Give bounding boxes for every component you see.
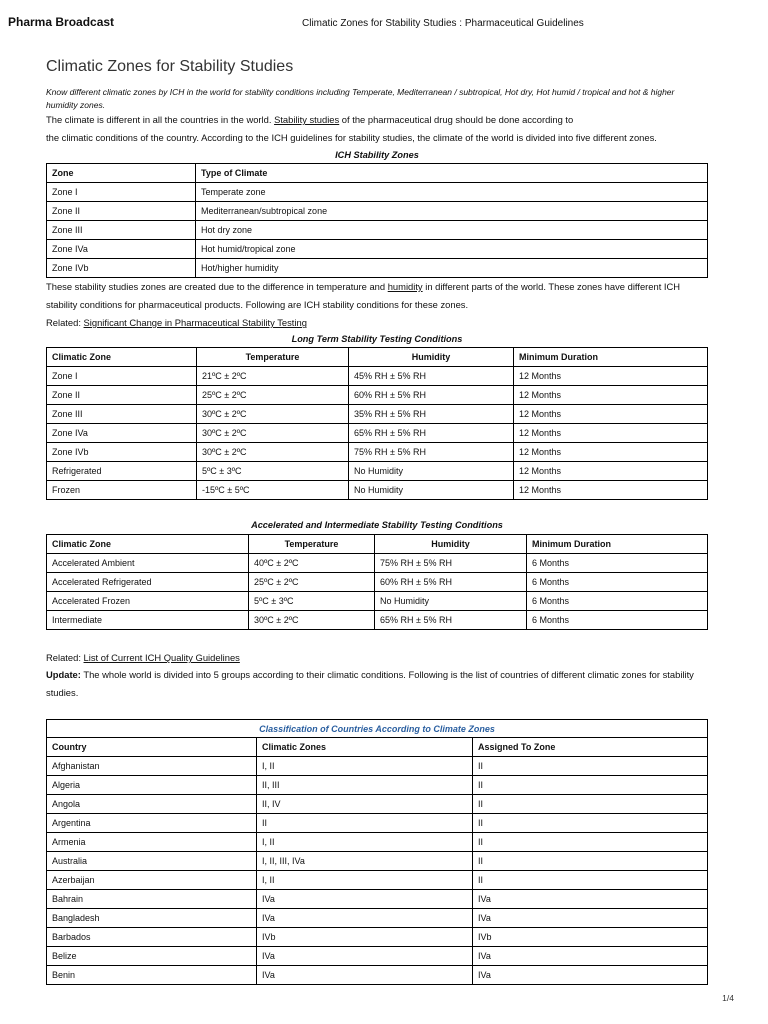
table-cell: Afghanistan: [47, 757, 257, 776]
table-row: [47, 966, 708, 985]
table-cell: 30ºC ± 2ºC: [197, 443, 349, 462]
humidity-link[interactable]: humidity: [387, 281, 423, 292]
table-cell: IVa: [473, 966, 708, 985]
significant-change-link[interactable]: Significant Change in Pharmaceutical Stability Testing: [83, 317, 307, 328]
table-cell: Belize: [47, 947, 257, 966]
table-cell: 12 Months: [514, 405, 708, 424]
table-cell: Zone IVa: [47, 424, 197, 443]
table-cell: No Humidity: [349, 481, 514, 500]
page-number: 1/4: [722, 993, 734, 1003]
table-cell: I, II, III, IVa: [257, 852, 473, 871]
table-row: [47, 573, 708, 592]
table-cell: 5ºC ± 3ºC: [197, 462, 349, 481]
table-cell: IVa: [257, 947, 473, 966]
p1-text-c: the climatic conditions of the country. According to the ICH guidelines for stability studies, the climate of the world is divided into five different zones.: [46, 132, 657, 143]
table-row: [47, 611, 708, 630]
column-header: Zone: [47, 164, 196, 183]
table-row: [47, 554, 708, 573]
table-cell: II, III: [257, 776, 473, 795]
table1-caption: ICH Stability Zones: [335, 150, 419, 160]
table-cell: IVb: [257, 928, 473, 947]
column-header: Humidity: [349, 348, 514, 367]
table-row: [47, 592, 708, 611]
table-cell: 25ºC ± 2ºC: [197, 386, 349, 405]
table2-caption: Long Term Stability Testing Conditions: [291, 334, 463, 344]
table-cell: 12 Months: [514, 424, 708, 443]
table-cell: I, II: [257, 833, 473, 852]
table-row: [47, 183, 708, 202]
table-cell: Accelerated Frozen: [47, 592, 249, 611]
site-name[interactable]: Pharma Broadcast: [8, 15, 115, 29]
table4-caption: Classification of Countries According to Climate Zones: [47, 720, 708, 738]
table-cell: 60% RH ± 5% RH: [375, 573, 527, 592]
table-cell: I, II: [257, 871, 473, 890]
table-cell: Australia: [47, 852, 257, 871]
table-cell: II: [473, 795, 708, 814]
table-row: [47, 833, 708, 852]
table-cell: 45% RH ± 5% RH: [349, 367, 514, 386]
table-cell: 12 Months: [514, 462, 708, 481]
table-cell: 30ºC ± 2ºC: [249, 611, 375, 630]
table-cell: 21ºC ± 2ºC: [197, 367, 349, 386]
update-paragraph: [46, 666, 711, 702]
table3-caption: Accelerated and Intermediate Stability Testing Conditions: [251, 520, 503, 530]
paragraph-zones: [46, 278, 711, 314]
table-cell: Azerbaijan: [47, 871, 257, 890]
table-row: [47, 814, 708, 833]
column-header: Assigned To Zone: [473, 738, 708, 757]
table-header-row: [47, 164, 708, 183]
document-header-title: Climatic Zones for Stability Studies : Pharmaceutical Guidelines: [302, 18, 584, 29]
related-ich-guidelines: [46, 649, 711, 667]
related-label: Related:: [46, 317, 84, 328]
ich-stability-zones-table: [46, 163, 708, 278]
table-cell: Zone IVb: [47, 443, 197, 462]
table-cell: 6 Months: [527, 611, 708, 630]
table-cell: 75% RH ± 5% RH: [349, 443, 514, 462]
column-header: Type of Climate: [196, 164, 708, 183]
table-cell: -15ºC ± 5ºC: [197, 481, 349, 500]
table-cell: Barbados: [47, 928, 257, 947]
table-cell: II: [473, 776, 708, 795]
table-row: [47, 852, 708, 871]
table-cell: IVa: [257, 909, 473, 928]
table-header-row: [47, 738, 708, 757]
update-label: Update:: [46, 669, 81, 680]
table-cell: 60% RH ± 5% RH: [349, 386, 514, 405]
column-header: Climatic Zone: [47, 535, 249, 554]
table-header-row: [47, 535, 708, 554]
table-cell: 12 Months: [514, 367, 708, 386]
table-cell: II: [473, 852, 708, 871]
table-header-row: [47, 348, 708, 367]
table-cell: IVa: [473, 909, 708, 928]
p1-text-a: The climate is different in all the countries in the world.: [46, 114, 275, 125]
table-row: [47, 462, 708, 481]
table-cell: Refrigerated: [47, 462, 197, 481]
table-cell: 30ºC ± 2ºC: [197, 405, 349, 424]
table-cell: 12 Months: [514, 481, 708, 500]
column-header: Climatic Zone: [47, 348, 197, 367]
table-cell: IVa: [473, 947, 708, 966]
table-row: [47, 757, 708, 776]
table-cell: Zone I: [47, 183, 196, 202]
table-cell: 6 Months: [527, 573, 708, 592]
table-cell: Benin: [47, 966, 257, 985]
paragraph-climate: [46, 111, 711, 147]
table-cell: Temperate zone: [196, 183, 708, 202]
intro-text: Know different climatic zones by ICH in the world for stability conditions including Temperate, Mediterranean / subtropical, Hot dry, Hot humid / tropical and hot & higher humidity zones.: [46, 87, 675, 110]
table-cell: 65% RH ± 5% RH: [349, 424, 514, 443]
table-cell: 40ºC ± 2ºC: [249, 554, 375, 573]
accelerated-conditions-table: [46, 534, 708, 630]
table-cell: Mediterranean/subtropical zone: [196, 202, 708, 221]
table-cell: Armenia: [47, 833, 257, 852]
table-row: [47, 367, 708, 386]
table-cell: Algeria: [47, 776, 257, 795]
table-row: [47, 424, 708, 443]
column-header: Minimum Duration: [514, 348, 708, 367]
table-cell: Argentina: [47, 814, 257, 833]
table-cell: Hot/higher humidity: [196, 259, 708, 278]
update-text: The whole world is divided into 5 groups according to their climatic conditions. Following is the list of countries of different climatic zones for stability studies.: [46, 669, 694, 698]
table-row: [47, 871, 708, 890]
table-cell: 75% RH ± 5% RH: [375, 554, 527, 573]
table-cell: II: [473, 833, 708, 852]
table-row: [47, 481, 708, 500]
table-cell: IVa: [473, 890, 708, 909]
long-term-conditions-table: [46, 347, 708, 500]
table-cell: II: [257, 814, 473, 833]
table-cell: 6 Months: [527, 554, 708, 573]
column-header: Climatic Zones: [257, 738, 473, 757]
table-cell: No Humidity: [349, 462, 514, 481]
page-title: Climatic Zones for Stability Studies: [46, 58, 294, 75]
p1-text-b: of the pharmaceutical drug should be done according to: [339, 114, 574, 125]
table-cell: II, IV: [257, 795, 473, 814]
table-cell: IVa: [257, 966, 473, 985]
table-cell: 12 Months: [514, 386, 708, 405]
table-cell: No Humidity: [375, 592, 527, 611]
table-cell: II: [473, 871, 708, 890]
table-row: [47, 259, 708, 278]
table-row: [47, 240, 708, 259]
table-cell: 12 Months: [514, 443, 708, 462]
column-header: Temperature: [249, 535, 375, 554]
table-row: [47, 221, 708, 240]
column-header: Humidity: [375, 535, 527, 554]
table-cell: Angola: [47, 795, 257, 814]
table-cell: 35% RH ± 5% RH: [349, 405, 514, 424]
table-cell: Zone I: [47, 367, 197, 386]
table-cell: 25ºC ± 2ºC: [249, 573, 375, 592]
table-cell: Zone IVa: [47, 240, 196, 259]
table-cell: 5ºC ± 3ºC: [249, 592, 375, 611]
column-header: Country: [47, 738, 257, 757]
table-cell: Zone IVb: [47, 259, 196, 278]
table-cell: Accelerated Refrigerated: [47, 573, 249, 592]
table-cell: IVb: [473, 928, 708, 947]
table-row: [47, 890, 708, 909]
table-row: [47, 202, 708, 221]
table-cell: Accelerated Ambient: [47, 554, 249, 573]
table-row: [47, 405, 708, 424]
country-classification-table: [46, 719, 708, 985]
table-cell: Intermediate: [47, 611, 249, 630]
table-cell: Hot humid/tropical zone: [196, 240, 708, 259]
table-cell: IVa: [257, 890, 473, 909]
table-cell: Bangladesh: [47, 909, 257, 928]
table-cell: Zone II: [47, 202, 196, 221]
table-cell: II: [473, 814, 708, 833]
table-cell: Zone III: [47, 221, 196, 240]
ich-quality-guidelines-link[interactable]: List of Current ICH Quality Guidelines: [83, 652, 240, 663]
table-cell: 6 Months: [527, 592, 708, 611]
stability-studies-link[interactable]: Stability studies: [274, 114, 340, 125]
table-row: [47, 443, 708, 462]
table-row: [47, 928, 708, 947]
table-row: [47, 776, 708, 795]
p2-text-a: These stability studies zones are created due to the difference in temperature and: [46, 281, 388, 292]
table-cell: Frozen: [47, 481, 197, 500]
p2-text-b: in different parts of the world. These zones have different ICH stability conditions for pharmaceutical products. Following are ICH stability conditions for these zones.: [46, 281, 681, 310]
table-caption-row: [47, 720, 708, 738]
table-cell: Hot dry zone: [196, 221, 708, 240]
related-significant-change: [46, 314, 711, 332]
table-row: [47, 795, 708, 814]
table-cell: I, II: [257, 757, 473, 776]
related-label: Related:: [46, 652, 84, 663]
table-row: [47, 909, 708, 928]
table-cell: 65% RH ± 5% RH: [375, 611, 527, 630]
table-cell: Zone II: [47, 386, 197, 405]
table-cell: II: [473, 757, 708, 776]
column-header: Temperature: [197, 348, 349, 367]
table-cell: 30ºC ± 2ºC: [197, 424, 349, 443]
table-cell: Bahrain: [47, 890, 257, 909]
table-cell: Zone III: [47, 405, 197, 424]
table-row: [47, 947, 708, 966]
column-header: Minimum Duration: [527, 535, 708, 554]
table-row: [47, 386, 708, 405]
